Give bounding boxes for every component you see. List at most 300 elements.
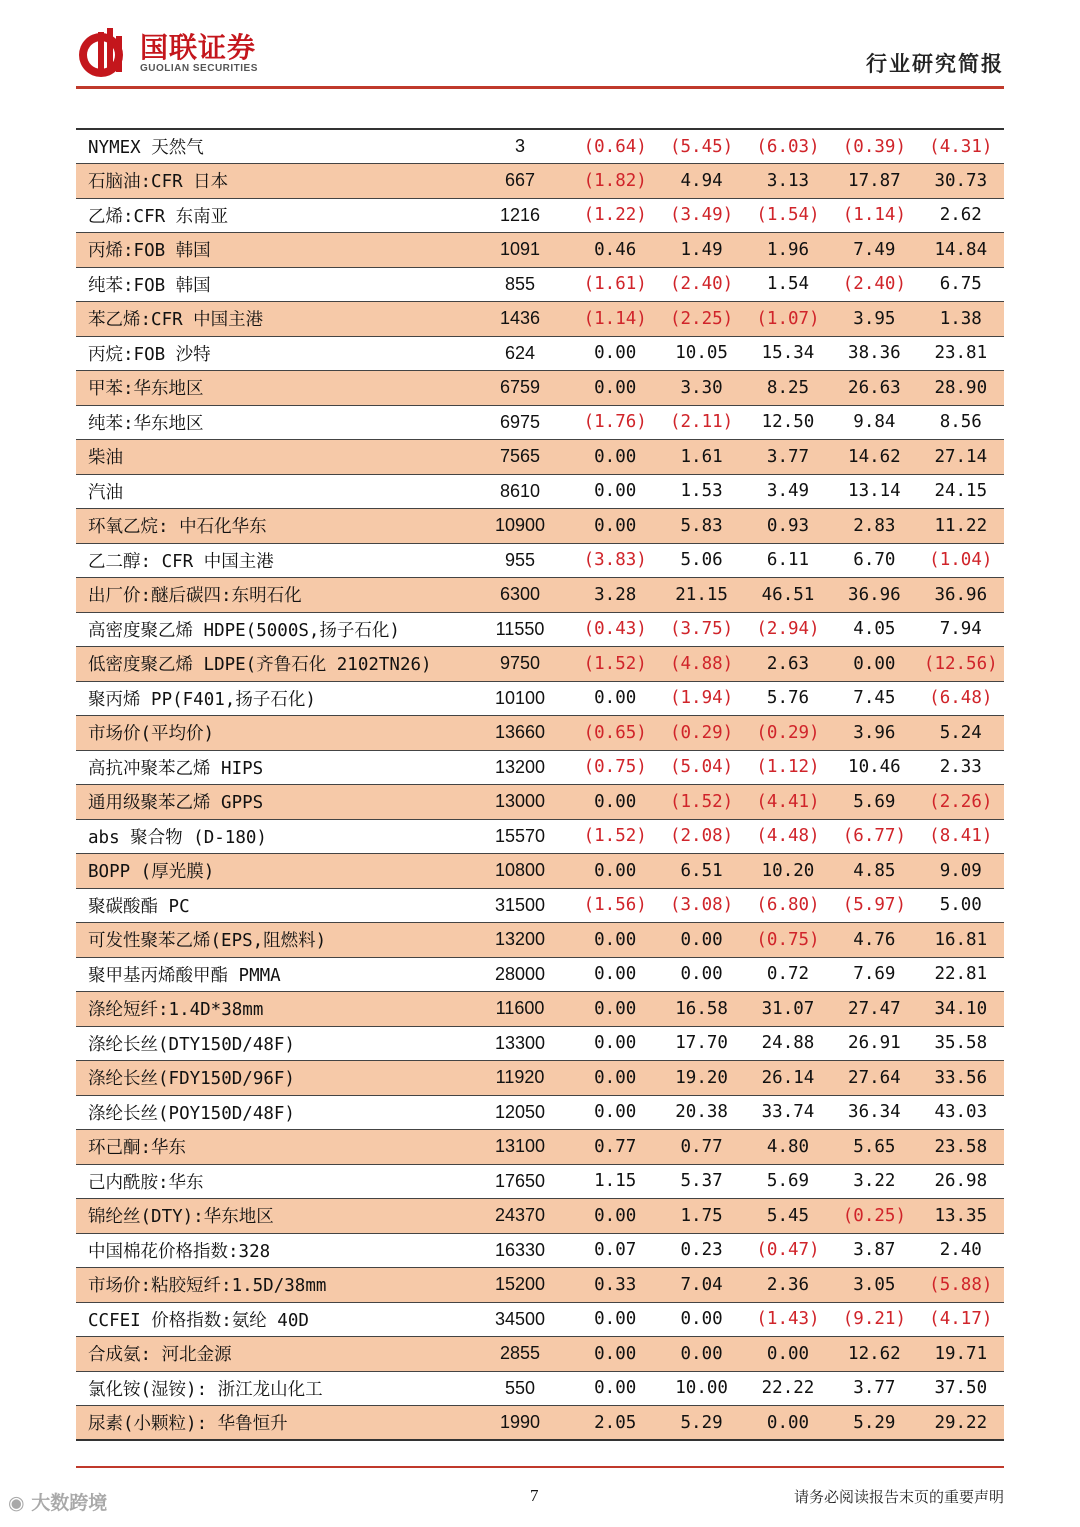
product-name: 石脑油:CFR 日本: [76, 164, 468, 199]
product-name: 丙烯:FOB 韩国: [76, 233, 468, 268]
change-value: 21.15: [658, 578, 744, 613]
change-value: (2.40): [831, 267, 917, 302]
latest-price: 11600: [468, 992, 572, 1027]
change-value: 0.00: [831, 647, 917, 682]
change-value: 0.00: [572, 1095, 658, 1130]
product-name: BOPP (厚光膜): [76, 854, 468, 889]
change-value: 0.00: [745, 1406, 831, 1441]
price-table-body: [76, 129, 1004, 1440]
change-value: 3.28: [572, 578, 658, 613]
latest-price: 10100: [468, 681, 572, 716]
change-value: (6.48): [918, 681, 1004, 716]
change-value: 5.69: [831, 785, 917, 820]
change-value: (0.29): [658, 716, 744, 751]
change-value: 5.76: [745, 681, 831, 716]
change-value: 5.83: [658, 509, 744, 544]
change-value: (0.47): [745, 1233, 831, 1268]
change-value: (2.11): [658, 405, 744, 440]
change-value: (1.07): [745, 302, 831, 337]
change-value: 4.80: [745, 1130, 831, 1165]
change-value: 43.03: [918, 1095, 1004, 1130]
change-value: (3.49): [658, 198, 744, 233]
latest-price: 1216: [468, 198, 572, 233]
logo-text-cn: 国联证券: [140, 31, 257, 64]
change-value: (4.41): [745, 785, 831, 820]
table-row: [76, 233, 1004, 268]
guolian-logo: [76, 26, 286, 80]
change-value: 3.77: [831, 1371, 917, 1406]
product-name: 低密度聚乙烯 LDPE(齐鲁石化 2102TN26): [76, 647, 468, 682]
change-value: 16.58: [658, 992, 744, 1027]
change-value: 0.07: [572, 1233, 658, 1268]
change-value: 17.87: [831, 164, 917, 199]
change-value: 3.87: [831, 1233, 917, 1268]
table-row: [76, 509, 1004, 544]
change-value: 27.64: [831, 1061, 917, 1096]
change-value: 5.24: [918, 716, 1004, 751]
change-value: (12.56): [918, 647, 1004, 682]
change-value: 0.00: [572, 336, 658, 371]
product-name: 出厂价:醚后碳四:东明石化: [76, 578, 468, 613]
change-value: (1.14): [831, 198, 917, 233]
table-row: [76, 336, 1004, 371]
change-value: 1.53: [658, 474, 744, 509]
change-value: (4.48): [745, 819, 831, 854]
table-row: [76, 1406, 1004, 1441]
change-value: 0.77: [572, 1130, 658, 1165]
change-value: 4.05: [831, 612, 917, 647]
product-name: 高密度聚乙烯 HDPE(5000S,扬子石化): [76, 612, 468, 647]
latest-price: 13200: [468, 923, 572, 958]
table-row: [76, 405, 1004, 440]
latest-price: 9750: [468, 647, 572, 682]
product-name: 锦纶丝(DTY):华东地区: [76, 1199, 468, 1234]
change-value: (2.26): [918, 785, 1004, 820]
footer-divider: [76, 1466, 1004, 1468]
latest-price: 15200: [468, 1268, 572, 1303]
change-value: 5.37: [658, 1164, 744, 1199]
latest-price: 13200: [468, 750, 572, 785]
product-name: 丙烷:FOB 沙特: [76, 336, 468, 371]
latest-price: 15570: [468, 819, 572, 854]
latest-price: 13300: [468, 1026, 572, 1061]
change-value: 20.38: [658, 1095, 744, 1130]
change-value: 3.95: [831, 302, 917, 337]
table-row: [76, 129, 1004, 164]
change-value: 26.14: [745, 1061, 831, 1096]
table-row: [76, 1095, 1004, 1130]
change-value: 24.88: [745, 1026, 831, 1061]
change-value: 10.20: [745, 854, 831, 889]
change-value: 38.36: [831, 336, 917, 371]
change-value: 5.29: [831, 1406, 917, 1441]
change-value: (3.83): [572, 543, 658, 578]
change-value: 6.11: [745, 543, 831, 578]
product-name: 市场价:粘胶短纤:1.5D/38mm: [76, 1268, 468, 1303]
latest-price: 6975: [468, 405, 572, 440]
table-row: [76, 1026, 1004, 1061]
change-value: 8.25: [745, 371, 831, 406]
change-value: 3.22: [831, 1164, 917, 1199]
product-name: 可发性聚苯乙烯(EPS,阻燃料): [76, 923, 468, 958]
change-value: 0.00: [572, 371, 658, 406]
change-value: 1.15: [572, 1164, 658, 1199]
change-value: 0.00: [572, 992, 658, 1027]
change-value: 5.00: [918, 888, 1004, 923]
product-name: 柴油: [76, 440, 468, 475]
table-row: [76, 371, 1004, 406]
change-value: 0.00: [572, 785, 658, 820]
change-value: 31.07: [745, 992, 831, 1027]
table-row: [76, 1302, 1004, 1337]
change-value: 16.81: [918, 923, 1004, 958]
table-row: [76, 474, 1004, 509]
change-value: 7.69: [831, 957, 917, 992]
product-name: 环氧乙烷: 中石化华东: [76, 509, 468, 544]
latest-price: 13000: [468, 785, 572, 820]
change-value: 0.93: [745, 509, 831, 544]
change-value: 10.46: [831, 750, 917, 785]
change-value: 33.74: [745, 1095, 831, 1130]
change-value: 0.72: [745, 957, 831, 992]
product-name: 涤纶长丝(DTY150D/48F): [76, 1026, 468, 1061]
change-value: 30.73: [918, 164, 1004, 199]
change-value: 23.58: [918, 1130, 1004, 1165]
product-name: 己内酰胺:华东: [76, 1164, 468, 1199]
latest-price: 855: [468, 267, 572, 302]
product-name: 纯苯:FOB 韩国: [76, 267, 468, 302]
change-value: (1.52): [572, 819, 658, 854]
table-row: [76, 785, 1004, 820]
change-value: 0.00: [572, 1371, 658, 1406]
table-row: [76, 716, 1004, 751]
product-name: 纯苯:华东地区: [76, 405, 468, 440]
change-value: 0.00: [572, 923, 658, 958]
change-value: (5.45): [658, 129, 744, 164]
change-value: 0.00: [745, 1337, 831, 1372]
product-name: 涤纶短纤:1.4D*38mm: [76, 992, 468, 1027]
table-row: [76, 647, 1004, 682]
latest-price: 3: [468, 129, 572, 164]
change-value: 6.75: [918, 267, 1004, 302]
change-value: 7.45: [831, 681, 917, 716]
change-value: 3.96: [831, 716, 917, 751]
change-value: 2.83: [831, 509, 917, 544]
table-row: [76, 854, 1004, 889]
product-name: 乙烯:CFR 东南亚: [76, 198, 468, 233]
table-row: [76, 1337, 1004, 1372]
product-name: 乙二醇: CFR 中国主港: [76, 543, 468, 578]
latest-price: 1436: [468, 302, 572, 337]
change-value: 9.09: [918, 854, 1004, 889]
product-name: 汽油: [76, 474, 468, 509]
latest-price: 624: [468, 336, 572, 371]
product-name: 环己酮:华东: [76, 1130, 468, 1165]
latest-price: 1091: [468, 233, 572, 268]
change-value: (5.88): [918, 1268, 1004, 1303]
change-value: (6.03): [745, 129, 831, 164]
product-name: 涤纶长丝(POY150D/48F): [76, 1095, 468, 1130]
latest-price: 7565: [468, 440, 572, 475]
change-value: 0.00: [658, 923, 744, 958]
change-value: 3.30: [658, 371, 744, 406]
table-row: [76, 750, 1004, 785]
change-value: 27.47: [831, 992, 917, 1027]
header-divider: [76, 86, 1004, 89]
change-value: 26.91: [831, 1026, 917, 1061]
latest-price: 24370: [468, 1199, 572, 1234]
latest-price: 13100: [468, 1130, 572, 1165]
change-value: 3.49: [745, 474, 831, 509]
change-value: (9.21): [831, 1302, 917, 1337]
change-value: 0.00: [572, 957, 658, 992]
change-value: 12.62: [831, 1337, 917, 1372]
latest-price: 11920: [468, 1061, 572, 1096]
page-number: 7: [530, 1486, 539, 1505]
change-value: (1.54): [745, 198, 831, 233]
table-row: [76, 1164, 1004, 1199]
change-value: (0.64): [572, 129, 658, 164]
product-name: 市场价(平均价): [76, 716, 468, 751]
latest-price: 17650: [468, 1164, 572, 1199]
change-value: (1.94): [658, 681, 744, 716]
table-row: [76, 267, 1004, 302]
change-value: 28.90: [918, 371, 1004, 406]
change-value: (5.97): [831, 888, 917, 923]
change-value: 0.00: [572, 1026, 658, 1061]
change-value: (2.08): [658, 819, 744, 854]
table-row: [76, 543, 1004, 578]
product-name: 甲苯:华东地区: [76, 371, 468, 406]
latest-price: 550: [468, 1371, 572, 1406]
change-value: 0.00: [572, 474, 658, 509]
change-value: 26.98: [918, 1164, 1004, 1199]
table-row: [76, 164, 1004, 199]
change-value: 13.35: [918, 1199, 1004, 1234]
table-row: [76, 578, 1004, 613]
change-value: 2.05: [572, 1406, 658, 1441]
latest-price: 955: [468, 543, 572, 578]
watermark: [8, 1488, 107, 1515]
change-value: 2.40: [918, 1233, 1004, 1268]
table-row: [76, 612, 1004, 647]
change-value: 0.00: [658, 957, 744, 992]
latest-price: 8610: [468, 474, 572, 509]
change-value: 0.00: [658, 1337, 744, 1372]
table-row: [76, 1199, 1004, 1234]
product-name: 聚甲基丙烯酸甲酯 PMMA: [76, 957, 468, 992]
change-value: 14.84: [918, 233, 1004, 268]
latest-price: 28000: [468, 957, 572, 992]
latest-price: 1990: [468, 1406, 572, 1441]
change-value: (2.25): [658, 302, 744, 337]
latest-price: 10900: [468, 509, 572, 544]
latest-price: 13660: [468, 716, 572, 751]
latest-price: 16330: [468, 1233, 572, 1268]
change-value: (0.75): [572, 750, 658, 785]
change-value: 10.00: [658, 1371, 744, 1406]
change-value: 0.00: [572, 509, 658, 544]
change-value: 2.62: [918, 198, 1004, 233]
change-value: (6.80): [745, 888, 831, 923]
change-value: 5.65: [831, 1130, 917, 1165]
change-value: 46.51: [745, 578, 831, 613]
change-value: (1.56): [572, 888, 658, 923]
table-row: [76, 957, 1004, 992]
table-row: [76, 1130, 1004, 1165]
latest-price: 667: [468, 164, 572, 199]
change-value: (1.82): [572, 164, 658, 199]
change-value: 1.49: [658, 233, 744, 268]
product-name: 合成氨: 河北金源: [76, 1337, 468, 1372]
change-value: 3.05: [831, 1268, 917, 1303]
change-value: (0.39): [831, 129, 917, 164]
change-value: (1.14): [572, 302, 658, 337]
change-value: 17.70: [658, 1026, 744, 1061]
change-value: 8.56: [918, 405, 1004, 440]
change-value: (0.29): [745, 716, 831, 751]
change-value: 0.46: [572, 233, 658, 268]
latest-price: 2855: [468, 1337, 572, 1372]
change-value: 9.84: [831, 405, 917, 440]
change-value: 34.10: [918, 992, 1004, 1027]
change-value: 4.85: [831, 854, 917, 889]
change-value: 27.14: [918, 440, 1004, 475]
change-value: 10.05: [658, 336, 744, 371]
change-value: (0.65): [572, 716, 658, 751]
latest-price: 10800: [468, 854, 572, 889]
change-value: (0.43): [572, 612, 658, 647]
change-value: (3.75): [658, 612, 744, 647]
change-value: 33.56: [918, 1061, 1004, 1096]
change-value: 36.34: [831, 1095, 917, 1130]
price-table: [76, 128, 1004, 1441]
change-value: (1.76): [572, 405, 658, 440]
latest-price: 6759: [468, 371, 572, 406]
change-value: 0.00: [572, 1061, 658, 1096]
change-value: 0.77: [658, 1130, 744, 1165]
change-value: 0.00: [572, 1302, 658, 1337]
change-value: (5.04): [658, 750, 744, 785]
table-row: [76, 1061, 1004, 1096]
change-value: 5.29: [658, 1406, 744, 1441]
weibo-icon: ◉: [8, 1492, 25, 1514]
product-name: 高抗冲聚苯乙烯 HIPS: [76, 750, 468, 785]
change-value: 22.81: [918, 957, 1004, 992]
change-value: 1.54: [745, 267, 831, 302]
change-value: 0.00: [572, 440, 658, 475]
change-value: (2.94): [745, 612, 831, 647]
product-name: 尿素(小颗粒): 华鲁恒升: [76, 1406, 468, 1441]
change-value: 12.50: [745, 405, 831, 440]
change-value: 26.63: [831, 371, 917, 406]
change-value: 5.45: [745, 1199, 831, 1234]
product-name: abs 聚合物 (D-180): [76, 819, 468, 854]
change-value: (1.04): [918, 543, 1004, 578]
change-value: 36.96: [918, 578, 1004, 613]
product-name: 通用级聚苯乙烯 GPPS: [76, 785, 468, 820]
product-name: 中国棉花价格指数:328: [76, 1233, 468, 1268]
change-value: (4.17): [918, 1302, 1004, 1337]
product-name: CCFEI 价格指数:氨纶 40D: [76, 1302, 468, 1337]
change-value: 0.33: [572, 1268, 658, 1303]
latest-price: 31500: [468, 888, 572, 923]
change-value: (0.25): [831, 1199, 917, 1234]
change-value: 6.51: [658, 854, 744, 889]
logo-text-en: GUOLIAN SECURITIES: [140, 63, 258, 74]
product-name: 氯化铵(湿铵): 浙江龙山化工: [76, 1371, 468, 1406]
disclaimer-note: 请务必阅读报告末页的重要声明: [793, 1488, 1004, 1506]
change-value: 7.94: [918, 612, 1004, 647]
table-row: [76, 819, 1004, 854]
change-value: (0.75): [745, 923, 831, 958]
report-type-title: 行业研究简报: [866, 51, 1004, 76]
change-value: 19.20: [658, 1061, 744, 1096]
change-value: 14.62: [831, 440, 917, 475]
table-row: [76, 198, 1004, 233]
change-value: (1.12): [745, 750, 831, 785]
change-value: (6.77): [831, 819, 917, 854]
change-value: 1.96: [745, 233, 831, 268]
table-row: [76, 440, 1004, 475]
change-value: (1.22): [572, 198, 658, 233]
change-value: 1.75: [658, 1199, 744, 1234]
change-value: 0.23: [658, 1233, 744, 1268]
page-header: [76, 22, 1004, 82]
change-value: 4.94: [658, 164, 744, 199]
change-value: (1.43): [745, 1302, 831, 1337]
latest-price: 11550: [468, 612, 572, 647]
change-value: 37.50: [918, 1371, 1004, 1406]
change-value: 2.63: [745, 647, 831, 682]
change-value: (1.61): [572, 267, 658, 302]
change-value: 5.69: [745, 1164, 831, 1199]
product-name: 苯乙烯:CFR 中国主港: [76, 302, 468, 337]
latest-price: 34500: [468, 1302, 572, 1337]
change-value: 29.22: [918, 1406, 1004, 1441]
change-value: 0.00: [658, 1302, 744, 1337]
table-row: [76, 1371, 1004, 1406]
change-value: 19.71: [918, 1337, 1004, 1372]
change-value: (4.31): [918, 129, 1004, 164]
change-value: 7.49: [831, 233, 917, 268]
watermark-text: 大数跨境: [31, 1492, 108, 1514]
change-value: 3.77: [745, 440, 831, 475]
change-value: 36.96: [831, 578, 917, 613]
change-value: 23.81: [918, 336, 1004, 371]
guolian-logo-icon: [76, 26, 130, 80]
table-row: [76, 992, 1004, 1027]
change-value: 1.38: [918, 302, 1004, 337]
table-row: [76, 888, 1004, 923]
change-value: 0.00: [572, 1337, 658, 1372]
change-value: 35.58: [918, 1026, 1004, 1061]
change-value: 5.06: [658, 543, 744, 578]
change-value: (1.52): [658, 785, 744, 820]
table-row: [76, 681, 1004, 716]
change-value: 15.34: [745, 336, 831, 371]
change-value: 0.00: [572, 1199, 658, 1234]
change-value: 3.13: [745, 164, 831, 199]
change-value: (2.40): [658, 267, 744, 302]
change-value: 1.61: [658, 440, 744, 475]
change-value: 6.70: [831, 543, 917, 578]
change-value: (1.52): [572, 647, 658, 682]
table-row: [76, 302, 1004, 337]
change-value: 11.22: [918, 509, 1004, 544]
latest-price: 12050: [468, 1095, 572, 1130]
change-value: 4.76: [831, 923, 917, 958]
